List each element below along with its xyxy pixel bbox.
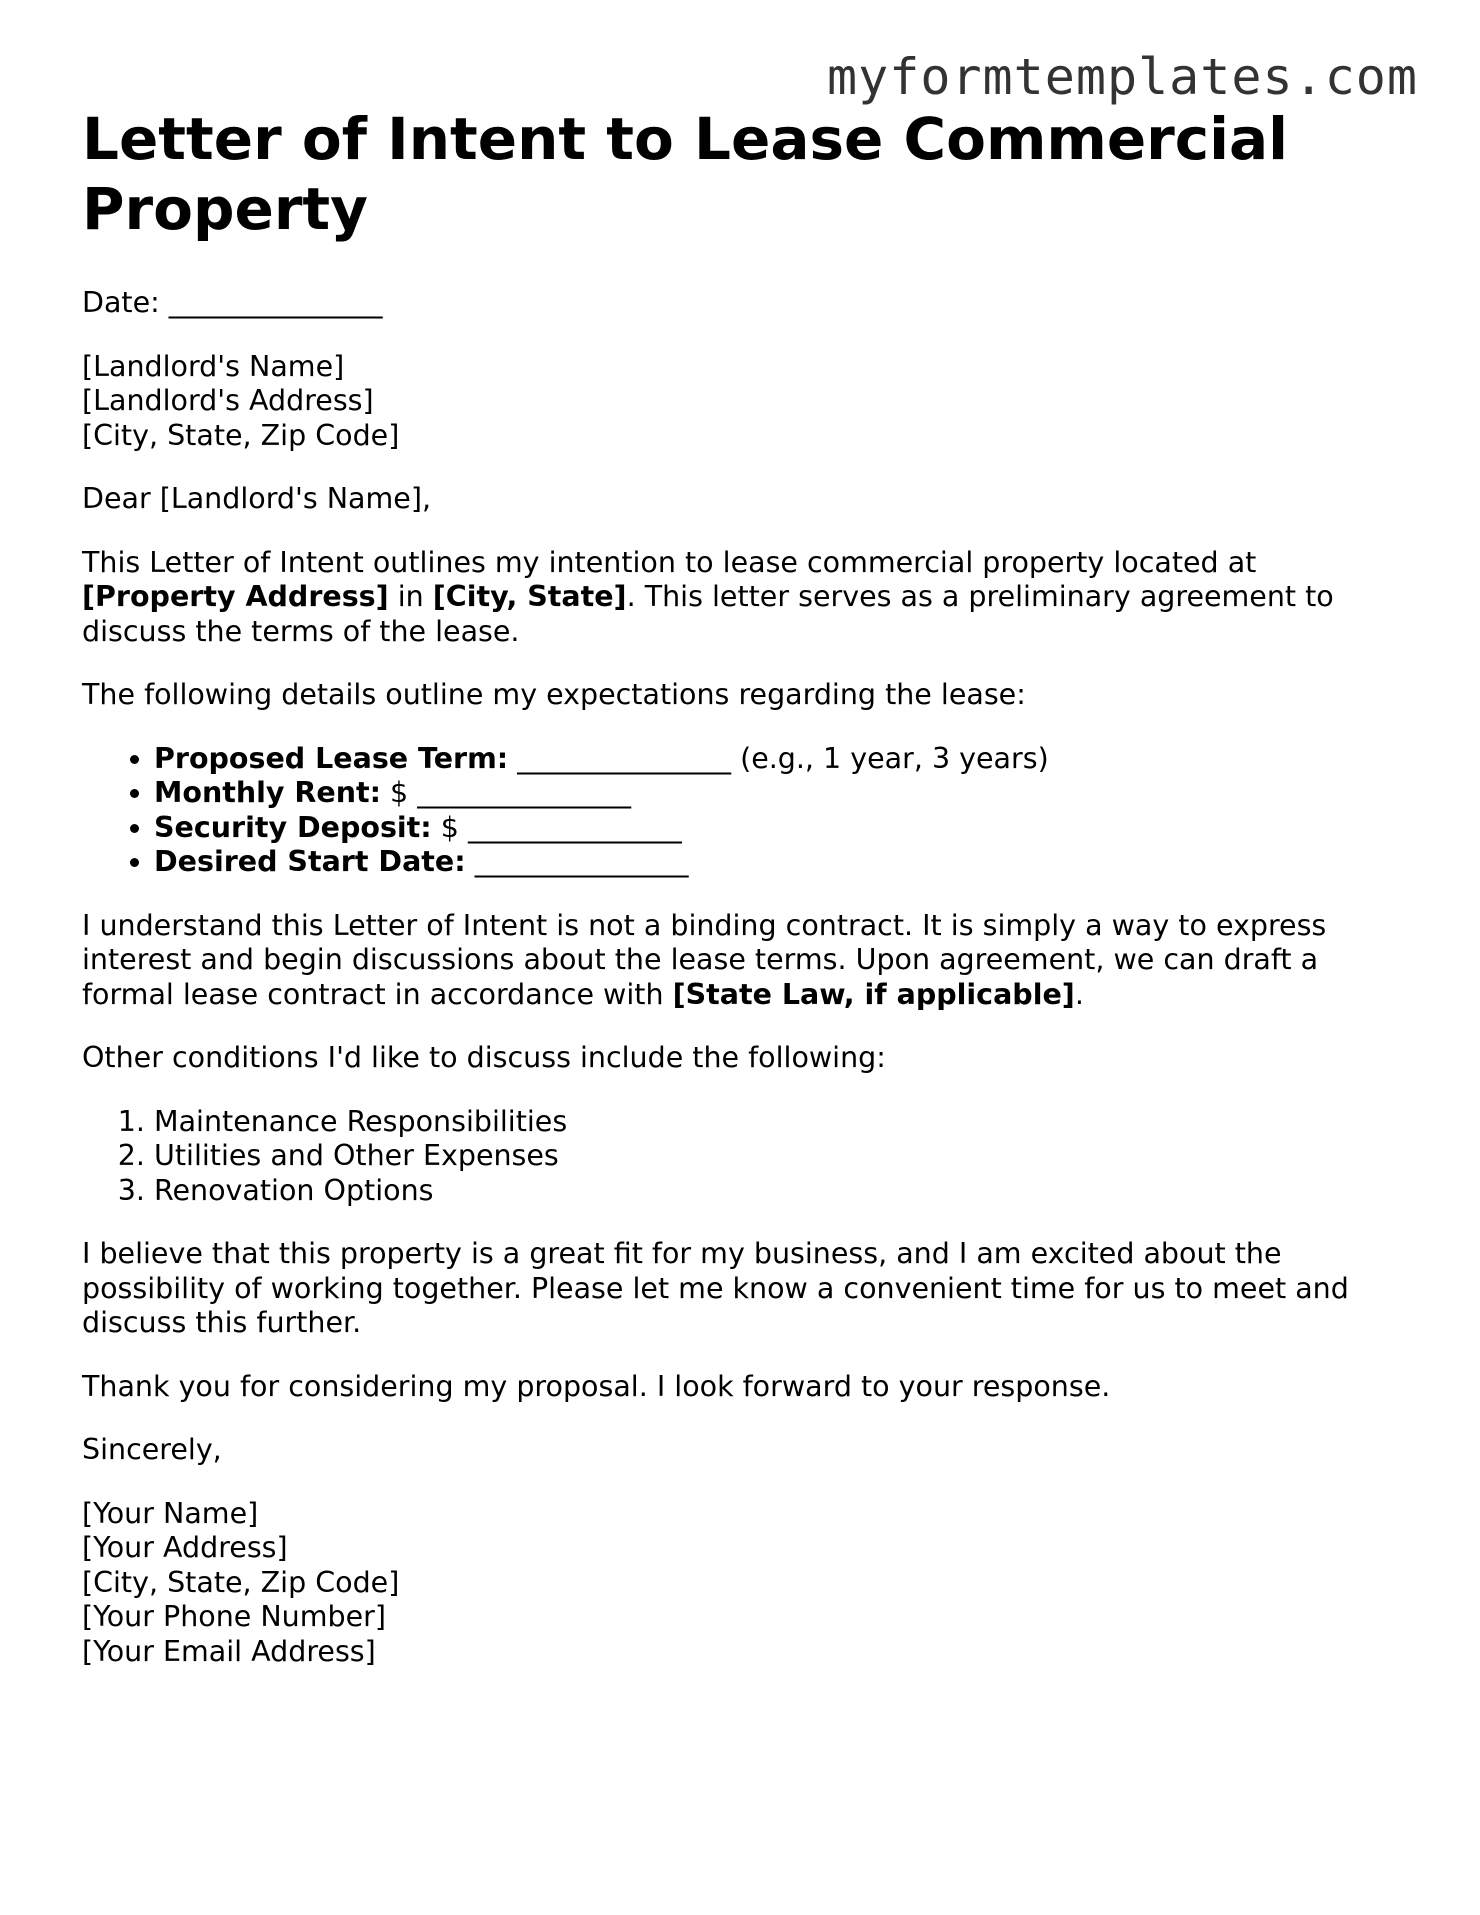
site-watermark: myformtemplates.com [827, 48, 1418, 106]
salutation: Dear [Landlord's Name], [82, 482, 431, 515]
city-state-placeholder: [City, State] [432, 580, 627, 613]
sender-block [82, 1497, 1402, 1670]
page-title: Letter of Intent to Lease Commercial Property [82, 105, 1289, 243]
closing-paragraph: I believe that this property is a great fit for my business, and I am excited about the possibility of working together. Please let me know a convenient time for us to meet and discuss this further. [82, 1237, 1349, 1339]
sender-city-state-zip: [City, State, Zip Code] [82, 1565, 400, 1599]
sender-email: [Your Email Address] [82, 1634, 376, 1668]
landlord-city-state-zip: [City, State, Zip Code] [82, 418, 400, 452]
lease-details-list [82, 742, 1402, 880]
state-law-placeholder: [State Law, if applicable] [672, 977, 1075, 1011]
list-item: • Monthly Rent: $ _______________ [154, 776, 1402, 811]
thanks-line: Thank you for considering my proposal. I look forward to your response. [82, 1369, 1111, 1403]
conditions-list [82, 1105, 1402, 1209]
list-item: 1. Maintenance Responsibilities [154, 1105, 1402, 1140]
details-intro: The following details outline my expectations regarding the lease: [82, 678, 1026, 711]
landlord-name: [Landlord's Name] [82, 349, 345, 383]
conditions-intro: Other conditions I'd like to discuss include the following: [82, 1041, 886, 1074]
list-item: 2. Utilities and Other Expenses [154, 1139, 1402, 1174]
sender-name: [Your Name] [82, 1496, 259, 1530]
sender-phone: [Your Phone Number] [82, 1600, 386, 1633]
sender-address: [Your Address] [82, 1531, 288, 1564]
list-item: 3. Renovation Options [154, 1174, 1402, 1209]
intro-paragraph: This Letter of Intent outlines my intention to lease commercial property located at [Property Address] in [City, State]. This letter serves as a preliminary agreement to discuss the terms of the lease. [82, 545, 1334, 648]
signoff: Sincerely, [82, 1433, 222, 1466]
list-item: • Security Deposit: $ _______________ [154, 811, 1402, 846]
landlord-address: [Landlord's Address] [82, 384, 374, 417]
letter-document [82, 104, 1402, 1698]
list-item: • Proposed Lease Term: _______________ (e.g., 1 year, 3 years) [154, 742, 1402, 777]
nonbinding-paragraph: I understand this Letter of Intent is not a binding contract. It is simply a way to express interest and begin discussions about the lease terms. Upon agreement, we can draft a formal lease contract in accordance with [State Law, if applicable]. [82, 908, 1327, 1011]
property-address-placeholder: [Property Address] [82, 580, 389, 613]
landlord-address-block [82, 350, 1402, 454]
date-line: Date: _______________ [82, 286, 383, 319]
list-item: • Desired Start Date: _______________ [154, 845, 1402, 880]
